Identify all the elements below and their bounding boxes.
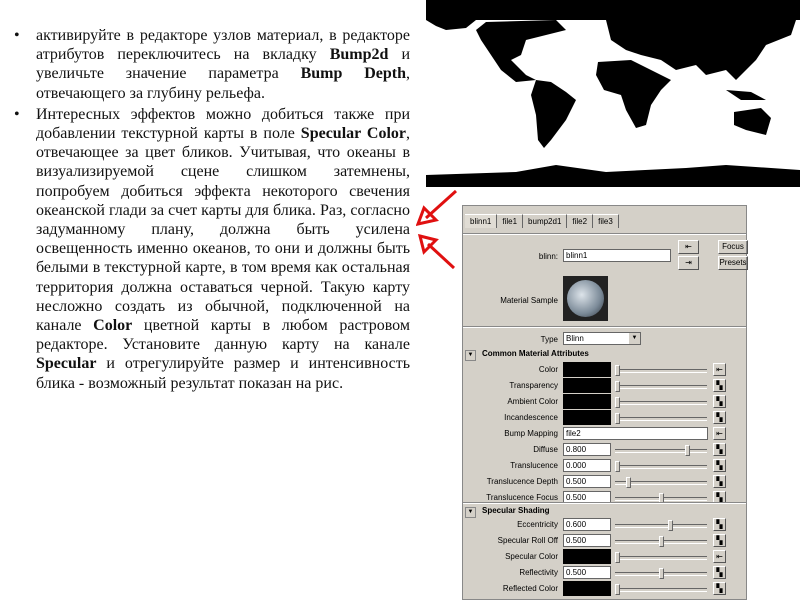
translucence-input[interactable]: 0.000 bbox=[563, 459, 611, 472]
transparency-slider[interactable] bbox=[615, 385, 707, 389]
type-value: Blinn bbox=[566, 334, 584, 343]
specular-color-swatch[interactable] bbox=[563, 549, 611, 564]
reflectivity-label: Reflectivity bbox=[519, 568, 558, 577]
reflected-color-slider[interactable] bbox=[615, 588, 707, 592]
diffuse-label: Diffuse bbox=[533, 445, 558, 454]
translucence-depth-input[interactable]: 0.500 bbox=[563, 475, 611, 488]
section-common-material[interactable] bbox=[465, 349, 589, 361]
translucence-label: Translucence bbox=[510, 461, 558, 470]
checker-icon[interactable]: ▚ bbox=[713, 566, 726, 579]
transparency-label: Transparency bbox=[509, 381, 558, 390]
ambient-color-swatch[interactable] bbox=[563, 394, 611, 409]
tab-file3[interactable]: file3 bbox=[593, 214, 619, 228]
checker-icon[interactable]: ▚ bbox=[713, 491, 726, 504]
checker-icon[interactable]: ▚ bbox=[713, 395, 726, 408]
bold-term: Color bbox=[93, 317, 133, 335]
specular-color-label: Specular Color bbox=[505, 552, 558, 561]
slider-thumb[interactable] bbox=[615, 397, 620, 408]
reflected-color-label: Reflected Color bbox=[502, 584, 558, 593]
specular-world-map bbox=[426, 0, 800, 187]
presets-button[interactable]: Presets bbox=[718, 256, 748, 270]
section-specular-shading[interactable] bbox=[465, 506, 550, 518]
slider-thumb[interactable] bbox=[659, 536, 664, 547]
input-connections-button[interactable]: ⇤ bbox=[678, 240, 699, 254]
translucence-depth-slider[interactable] bbox=[615, 481, 707, 485]
paragraph-bump: • активируйте в редакторе узлов материал, в редакторе атрибутов переключитесь на вкладку Bump2d и увеличьте значение параметра Bump Depth, отвечающего за глубину рельефа. bbox=[14, 26, 410, 103]
diffuse-input[interactable]: 0.800 bbox=[563, 443, 611, 456]
section-title: Specular Shading bbox=[482, 506, 550, 515]
bump-mapping-input[interactable]: file2 bbox=[563, 427, 708, 440]
eccentricity-slider[interactable] bbox=[615, 524, 707, 528]
material-sample-swatch bbox=[563, 276, 608, 321]
transparency-swatch[interactable] bbox=[563, 378, 611, 393]
chevron-down-icon: ▼ bbox=[629, 333, 640, 344]
slider-thumb[interactable] bbox=[615, 461, 620, 472]
specular-roll-off-slider[interactable] bbox=[615, 540, 707, 544]
reflectivity-slider[interactable] bbox=[615, 572, 707, 576]
name-label: blinn: bbox=[538, 252, 558, 261]
slider-thumb[interactable] bbox=[615, 552, 620, 563]
slider-thumb[interactable] bbox=[615, 413, 620, 424]
slider-thumb[interactable] bbox=[615, 365, 620, 376]
bold-term: Specular Color bbox=[300, 125, 406, 143]
checker-icon[interactable]: ▚ bbox=[713, 475, 726, 488]
material-sample-label: Material Sample bbox=[500, 296, 558, 305]
name-input[interactable]: blinn1 bbox=[563, 249, 671, 262]
map-connected-icon[interactable]: ⇤ bbox=[713, 427, 726, 440]
checker-icon[interactable]: ▚ bbox=[713, 534, 726, 547]
incandescence-label: Incandescence bbox=[504, 413, 558, 422]
slider-thumb[interactable] bbox=[626, 477, 631, 488]
collapse-icon: ▼ bbox=[465, 507, 476, 518]
slider-thumb[interactable] bbox=[659, 568, 664, 579]
red-arrow-icon bbox=[416, 188, 460, 228]
translucence-focus-slider[interactable] bbox=[615, 497, 707, 501]
section-title: Common Material Attributes bbox=[482, 349, 589, 358]
instruction-text bbox=[14, 26, 410, 395]
tab-bump2d1[interactable]: bump2d1 bbox=[523, 214, 567, 228]
ambient-color-slider[interactable] bbox=[615, 401, 707, 405]
color-label: Color bbox=[538, 365, 558, 374]
eccentricity-label: Eccentricity bbox=[517, 520, 558, 529]
specular-roll-off-input[interactable]: 0.500 bbox=[563, 534, 611, 547]
checker-icon[interactable]: ▚ bbox=[713, 443, 726, 456]
bold-term: Bump2d bbox=[329, 46, 389, 64]
incandescence-slider[interactable] bbox=[615, 417, 707, 421]
translucence-depth-label: Translucence Depth bbox=[486, 477, 558, 486]
reflected-color-swatch[interactable] bbox=[563, 581, 611, 596]
focus-button[interactable]: Focus bbox=[718, 240, 748, 254]
specular-color-slider[interactable] bbox=[615, 556, 707, 560]
collapse-icon: ▼ bbox=[465, 350, 476, 361]
diffuse-slider[interactable] bbox=[615, 449, 707, 453]
slider-thumb[interactable] bbox=[668, 520, 673, 531]
red-arrow-icon bbox=[416, 232, 460, 272]
checker-icon[interactable]: ▚ bbox=[713, 459, 726, 472]
output-connections-button[interactable]: ⇥ bbox=[678, 256, 699, 270]
translucence-focus-label: Translucence Focus bbox=[486, 493, 558, 502]
slider-thumb[interactable] bbox=[685, 445, 690, 456]
type-dropdown[interactable] bbox=[563, 332, 641, 345]
ambient-color-label: Ambient Color bbox=[507, 397, 558, 406]
translucence-slider[interactable] bbox=[615, 465, 707, 469]
checker-icon[interactable]: ▚ bbox=[713, 379, 726, 392]
bold-term: Specular bbox=[36, 355, 97, 373]
tab-file2[interactable]: file2 bbox=[567, 214, 593, 228]
type-label: Type bbox=[540, 335, 558, 344]
color-slider[interactable] bbox=[615, 369, 707, 373]
map-connected-icon[interactable]: ⇤ bbox=[713, 363, 726, 376]
reflectivity-input[interactable]: 0.500 bbox=[563, 566, 611, 579]
bold-term: Bump Depth bbox=[300, 65, 407, 83]
slider-thumb[interactable] bbox=[615, 584, 620, 595]
eccentricity-input[interactable]: 0.600 bbox=[563, 518, 611, 531]
tab-blinn1[interactable]: blinn1 bbox=[465, 214, 497, 228]
bump-mapping-label: Bump Mapping bbox=[504, 429, 558, 438]
color-swatch[interactable] bbox=[563, 362, 611, 377]
specular-roll-off-label: Specular Roll Off bbox=[497, 536, 558, 545]
tab-bar bbox=[465, 214, 619, 228]
checker-icon[interactable]: ▚ bbox=[713, 518, 726, 531]
map-connected-icon[interactable]: ⇤ bbox=[713, 550, 726, 563]
slider-thumb[interactable] bbox=[615, 381, 620, 392]
incandescence-swatch[interactable] bbox=[563, 410, 611, 425]
paragraph-specular: • Интересных эффектов можно добиться также при добавлении текстурной карты в поле Specular Color, отвечающее за цвет бликов. Учитывая, что океаны в визуализируемой сцене слишком затемнены, попробуем добиться эффекта некоторого свечения океанской глади за счет карты для блика. Раз, согласно задуманному плану, должна быть усилена освещенность именно океанов, то они и должны быть белыми в текстурной карте, в том время как остальная территория должна оставаться черной. Такую карту несложно создать из обычной, подключенной на канале Color цветной карты в любом растровом редакторе. Установите данную карту на канале Specular и отрегулируйте размер и интенсивность блика - возможный результат показан на рис. bbox=[14, 105, 410, 393]
translucence-focus-input[interactable]: 0.500 bbox=[563, 491, 611, 504]
attribute-editor bbox=[462, 205, 747, 600]
tab-file1[interactable]: file1 bbox=[497, 214, 523, 228]
checker-icon[interactable]: ▚ bbox=[713, 411, 726, 424]
checker-icon[interactable]: ▚ bbox=[713, 582, 726, 595]
